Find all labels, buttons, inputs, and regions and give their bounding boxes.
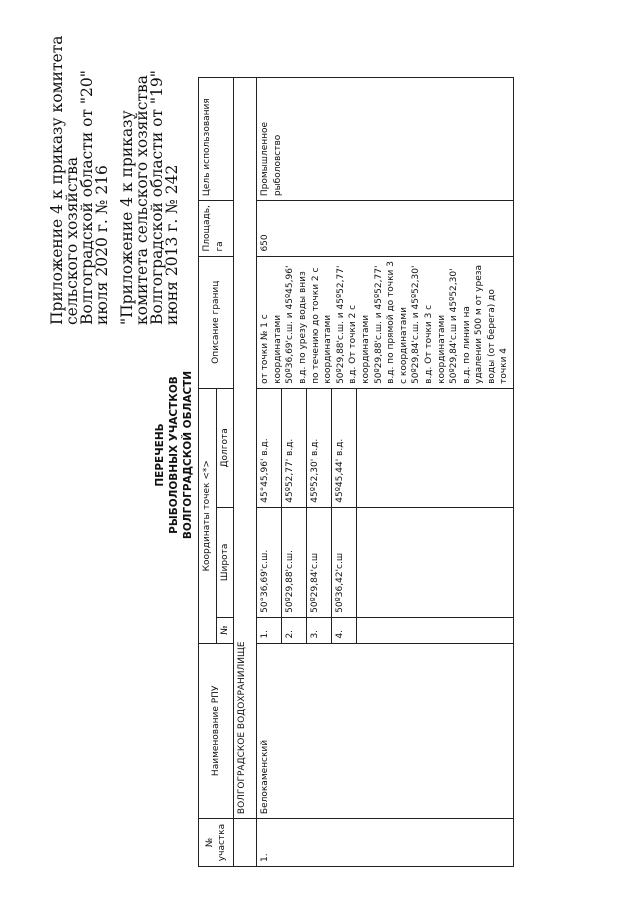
point-number: 3.: [307, 617, 332, 643]
point-latitude: 50º29,84'с.ш: [307, 507, 332, 617]
document-title: [153, 335, 195, 575]
header-coordinates: Координаты точек <*>: [199, 388, 217, 643]
point-longitude: 45°45,96' в.д.: [257, 388, 282, 507]
title-line-2: РЫБОЛОВНЫХ УЧАСТКОВ ВОЛГОГРАДСКОЙ ОБЛАСТИ: [168, 370, 194, 540]
usage-purpose: Промышленное рыболовство: [257, 78, 514, 201]
point-longitude: 45º52,77' в.д.: [282, 388, 307, 507]
empty-cell: [357, 388, 514, 507]
area-name: Белокаменский: [257, 643, 514, 819]
header-area: Площадь, га: [199, 201, 234, 256]
point-longitude: 45º45,44' в.д.: [332, 388, 357, 507]
fishing-areas-table: [198, 77, 514, 867]
point-number: 2.: [282, 617, 307, 643]
point-latitude: 50º29,88'с.ш.: [282, 507, 307, 617]
header-point-number: №: [216, 617, 234, 643]
header-boundary: Описание границ: [199, 256, 234, 388]
point-number: 4.: [332, 617, 357, 643]
title-line-1: ПЕРЕЧЕНЬ: [154, 423, 166, 487]
table-row: [257, 78, 282, 867]
point-number: 1.: [257, 617, 282, 643]
point-latitude: 50°36,69'с.ш.: [257, 507, 282, 617]
area-number: 1.: [257, 819, 514, 867]
header-purpose: Цель использования: [199, 78, 234, 201]
header-latitude: Широта: [216, 507, 234, 617]
appendix-header: [50, 35, 190, 325]
empty-cell: [357, 507, 514, 617]
boundary-description: от точки № 1 с координатами 50º36,69'с.ш. и 45º45,96' в.д. по урезу воды вниз по течению до точки 2 с координатами 50º29,88'с.ш. и 45º52,77' в.д. От точки 2 с координатами 50º29,88'с.ш. и 45º52,77' в.д. по прямой до точки 3 с координатами 50º29,84'с.ш. и 45º52,30' в.д. От точки 3 с координатами 50º29,84'с.ш и 45º52,30' в.д. по линии на удалении 500 м от уреза воды (от берега) до точки 4: [257, 256, 514, 388]
header-longitude: Долгота: [216, 388, 234, 507]
appendix-previous-text: "Приложение 4 к приказу комитета сельского хозяйства Волгоградской области от "19" июня 2013 г. № 242: [118, 70, 181, 325]
section-title: ВОЛГОГРАДСКОЕ ВОДОХРАНИЛИЩЕ: [234, 78, 257, 819]
header-area-number: № участка: [199, 819, 234, 867]
empty-cell: [357, 617, 514, 643]
point-longitude: 45º52,30' в.д.: [307, 388, 332, 507]
table-header-row: [199, 78, 217, 867]
area-size: 650: [257, 201, 514, 256]
point-latitude: 50º36,42'с.ш: [332, 507, 357, 617]
section-row: [234, 78, 257, 867]
header-name: Наименование РПУ: [199, 643, 234, 819]
appendix-current-text: Приложение 4 к приказу комитета сельского хозяйства Волгоградской области от "20" июля 2020 г. № 216: [48, 35, 111, 325]
section-spacer: [234, 819, 257, 867]
